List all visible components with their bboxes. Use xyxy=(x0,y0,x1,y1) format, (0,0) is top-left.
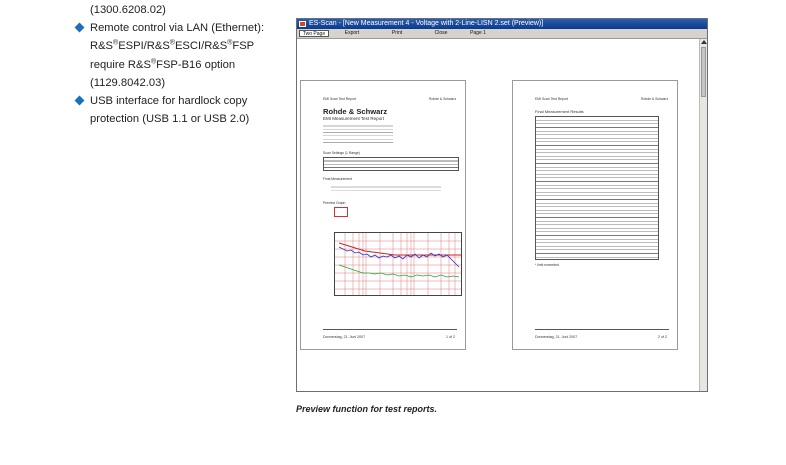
app-icon xyxy=(299,21,306,27)
feature-bullet-list xyxy=(74,1,284,128)
bullet-text-line: (1129.8042.03) xyxy=(90,76,166,89)
scroll-up-icon[interactable] xyxy=(701,40,707,44)
bullet-usb-interface xyxy=(74,92,284,128)
final-results-table xyxy=(535,116,659,260)
final-measurement-label: Final Measurement xyxy=(323,177,353,181)
bullet-continuation-line: (1300.6208.02) xyxy=(90,4,166,16)
export-button[interactable]: Export xyxy=(344,30,360,36)
figure-caption: Preview function for test reports. xyxy=(296,404,438,414)
window-titlebar xyxy=(297,19,707,29)
scrollbar-thumb[interactable] xyxy=(701,47,706,97)
page-footer-number: 1 of 2 xyxy=(446,335,455,339)
company-name: Rohde & Schwarz xyxy=(323,107,388,116)
limit-note: * limit exceeded xyxy=(535,263,559,267)
bullet-text-line: R&S®ESPI/R&S®ESCI/R&S®FSP xyxy=(90,39,255,53)
graph-grid xyxy=(335,233,461,295)
page-layout-select[interactable]: Two Page xyxy=(299,30,329,37)
scan-settings-label: Scan Settings (1 Range) xyxy=(323,151,360,155)
print-button[interactable]: Print xyxy=(391,30,403,36)
results-label: Final Measurement Results xyxy=(535,109,584,114)
bullet-text-line: Remote control via LAN (Ethernet): xyxy=(90,22,265,35)
report-info-block xyxy=(323,123,393,145)
preview-graph-label: Preview Graph xyxy=(323,201,346,205)
report-page-1 xyxy=(300,80,466,350)
page-indicator: Page 1 xyxy=(470,30,486,36)
page-footer-number: 2 of 2 xyxy=(658,335,667,339)
page-header-right: Rohde & Schwarz xyxy=(429,97,457,101)
emi-graph-svg xyxy=(335,233,461,295)
window-title: ES-Scan - [New Measurement 4 - Voltage with 2-Line-LISN 2.set (Preview)] xyxy=(309,20,544,27)
graph-legend xyxy=(334,207,348,217)
page-footer-date: Donnerstag, 21. Juni 2007 xyxy=(535,335,578,339)
page-footer-date: Donnerstag, 21. Juni 2007 xyxy=(323,335,366,339)
page-header-right: Rohde & Schwarz xyxy=(641,97,669,101)
report-page-2 xyxy=(512,80,678,350)
final-measurement-info xyxy=(331,184,441,193)
close-button[interactable]: Close xyxy=(434,30,448,36)
footer-rule xyxy=(535,329,669,330)
emi-preview-graph xyxy=(334,232,462,296)
bullet-remote-control-lan xyxy=(74,19,284,92)
bullet-text-line: require R&S®FSP-B16 option xyxy=(90,57,236,71)
vertical-scrollbar[interactable] xyxy=(699,39,707,391)
footer-rule xyxy=(323,329,457,330)
bullet-text-line: protection (USB 1.1 or USB 2.0) xyxy=(90,113,250,126)
report-title: EMI Measurement Test Report xyxy=(323,116,384,121)
page-header-left: EMI Scan Test Report xyxy=(323,97,356,101)
preview-window-screenshot xyxy=(296,18,708,392)
scan-settings-table xyxy=(323,157,459,171)
page-header-left: EMI Scan Test Report xyxy=(535,97,568,101)
preview-toolbar xyxy=(297,29,707,39)
bullet-text-line: USB interface for hardlock copy xyxy=(90,95,248,108)
